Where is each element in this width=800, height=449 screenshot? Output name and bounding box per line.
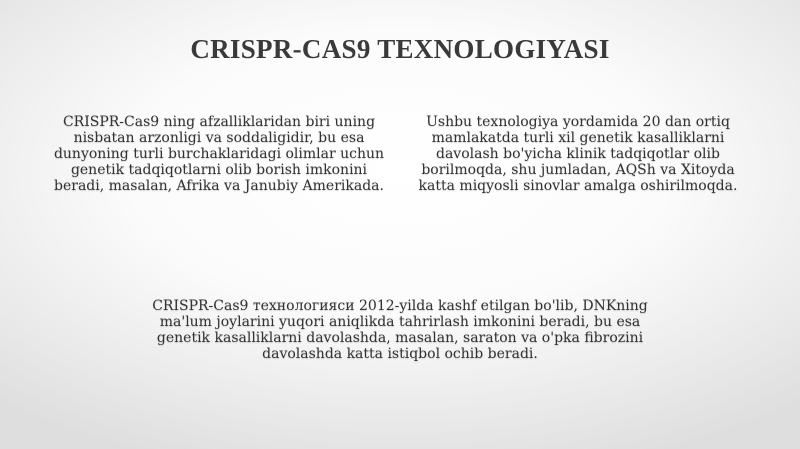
slide-title: CRISPR-CAS9 TEXNOLOGIYASI: [190, 34, 610, 64]
bottom-text-block: CRISPR-Cas9 технологияси 2012-yilda kashf etilgan bo'lib, DNKning ma'lum joylarini yuqori aniqlikda tahrirlash imkonini beradi, bu esa genetik kasalliklarni davolashda, masalan, saraton va o'pka fibrozini davolashda katta istiqbol ochib beradi.: [152, 298, 648, 362]
left-text-block: CRISPR-Cas9 ning afzalliklaridan biri uning nisbatan arzonligi va soddaligidir, bu esa dunyoning turli burchaklaridagi olimlar uchun genetik tadqiqotlarni olib borish imkonini beradi, masalan, Afrika va Janubiy Amerikada.: [53, 114, 385, 194]
right-text-block: Ushbu texnologiya yordamida 20 dan ortiq mamlakatda turli xil genetik kasalliklarni davolash bo'yicha klinik tadqiqotlar olib borilmoqda, shu jumladan, AQSh va Xitoyda katta miqyosli sinovlar amalga oshirilmoqda.: [418, 114, 738, 194]
